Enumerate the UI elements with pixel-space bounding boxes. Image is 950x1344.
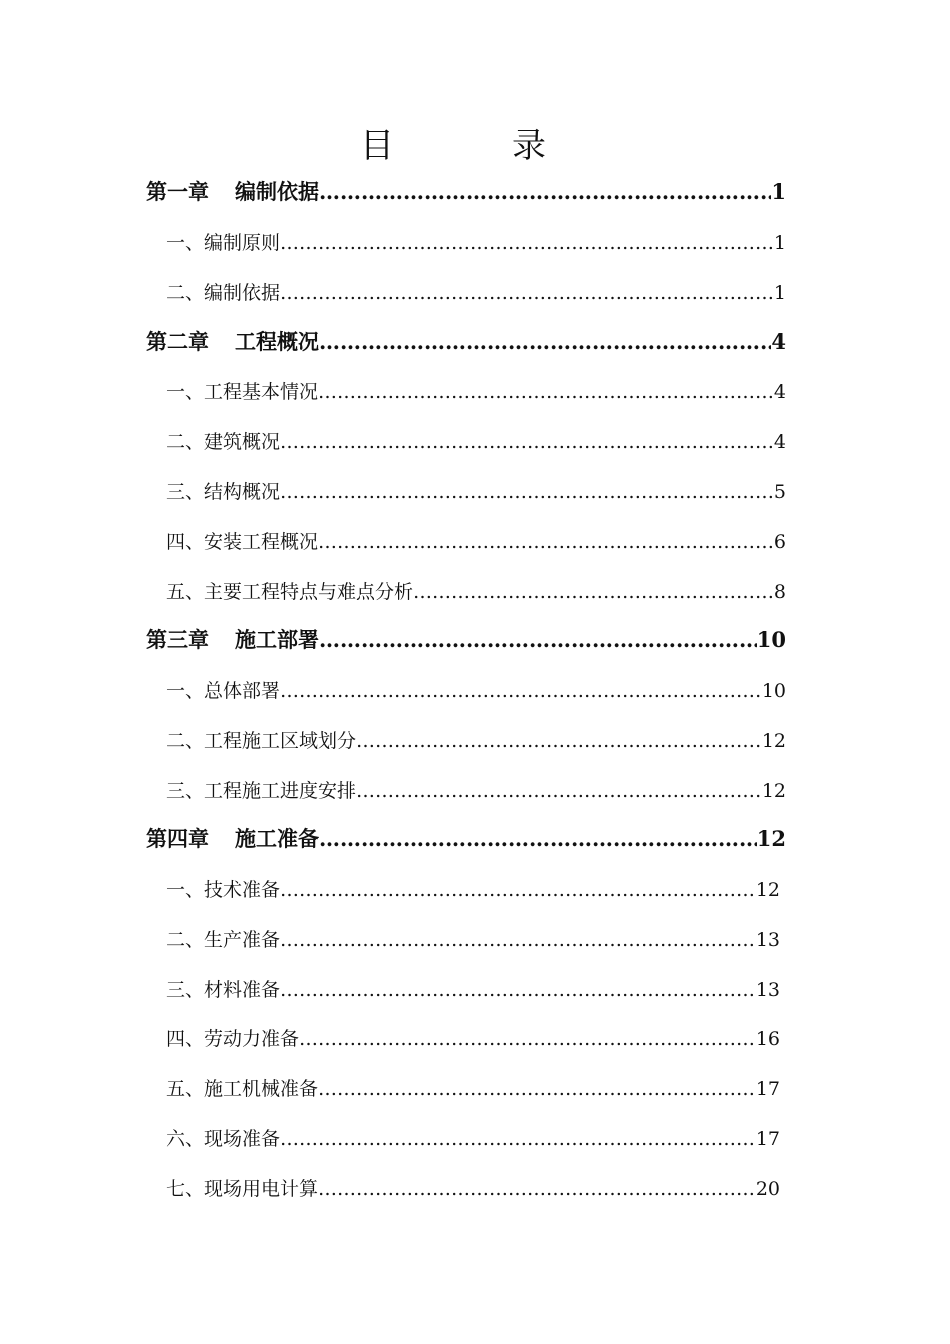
- dot-leader: [280, 481, 774, 503]
- dot-leader: [280, 979, 756, 1001]
- section-title: 五、主要工程特点与难点分析: [166, 581, 414, 603]
- page-number: 20: [755, 1178, 780, 1200]
- page-number: 6: [773, 531, 786, 553]
- page-number: 12: [755, 879, 780, 901]
- dot-leader: [319, 329, 771, 354]
- toc-chapter-2[interactable]: [146, 326, 786, 356]
- dot-leader: [280, 929, 756, 951]
- section-title: 三、材料准备: [166, 979, 281, 1001]
- toc-section-4-2[interactable]: [166, 925, 780, 952]
- page-number: 4: [773, 431, 786, 453]
- dot-leader: [280, 232, 774, 254]
- section-title: 六、现场准备: [166, 1128, 281, 1150]
- toc-section-2-2[interactable]: [166, 427, 786, 454]
- toc-chapter-3[interactable]: [146, 624, 786, 654]
- page-number: 12: [756, 826, 786, 851]
- page-number: 17: [755, 1078, 780, 1100]
- chapter-title: 工程概况: [235, 329, 319, 354]
- chapter-title: 施工部署: [235, 627, 319, 652]
- dot-leader: [299, 1028, 756, 1050]
- section-title: 四、劳动力准备: [166, 1028, 300, 1050]
- page-number: 5: [773, 481, 786, 503]
- section-title: 四、安装工程概况: [166, 531, 319, 553]
- page-number: 8: [773, 581, 786, 603]
- section-title: 一、技术准备: [166, 879, 281, 901]
- section-title: 三、结构概况: [166, 481, 281, 503]
- dot-leader: [318, 1078, 756, 1100]
- dot-leader: [319, 627, 757, 652]
- toc-section-3-3[interactable]: [166, 776, 786, 803]
- page-number: 16: [755, 1028, 780, 1050]
- page-number: 1: [771, 179, 786, 204]
- dot-leader: [319, 179, 771, 204]
- toc-section-3-2[interactable]: [166, 726, 786, 753]
- page-number: 17: [755, 1128, 780, 1150]
- toc-section-3-1[interactable]: [166, 676, 786, 703]
- dot-leader: [356, 780, 762, 802]
- chapter-number: 第二章: [146, 329, 209, 354]
- dot-leader: [280, 680, 762, 702]
- page-number: 1: [773, 282, 786, 304]
- dot-leader: [280, 431, 774, 453]
- toc-section-1-2[interactable]: [166, 278, 786, 305]
- toc-section-4-7[interactable]: [166, 1174, 780, 1201]
- toc-section-4-1[interactable]: [166, 875, 780, 902]
- section-title: 五、施工机械准备: [166, 1078, 319, 1100]
- toc-section-2-5[interactable]: [166, 577, 786, 604]
- chapter-number: 第一章: [146, 179, 209, 204]
- page-number: 4: [773, 381, 786, 403]
- section-title: 二、编制依据: [166, 282, 281, 304]
- toc-section-4-4[interactable]: [166, 1024, 780, 1051]
- page-number: 4: [771, 329, 786, 354]
- page-number: 1: [773, 232, 786, 254]
- section-title: 一、编制原则: [166, 232, 281, 254]
- dot-leader: [318, 381, 774, 403]
- page-number: 10: [761, 680, 786, 702]
- toc-section-4-3[interactable]: [166, 975, 780, 1002]
- dot-leader: [280, 282, 774, 304]
- section-title: 二、生产准备: [166, 929, 281, 951]
- section-title: 二、工程施工区域划分: [166, 730, 357, 752]
- toc-chapter-4[interactable]: [146, 823, 786, 853]
- toc-chapter-1[interactable]: [146, 176, 786, 206]
- chapter-number: 第四章: [146, 826, 209, 851]
- toc-section-1-1[interactable]: [166, 228, 786, 255]
- chapter-title: 施工准备: [235, 826, 319, 851]
- toc-title-char-1: 目: [360, 126, 394, 166]
- section-title: 三、工程施工进度安排: [166, 780, 357, 802]
- page-number: 12: [761, 730, 786, 752]
- page-number: 10: [756, 627, 786, 652]
- dot-leader: [413, 581, 774, 603]
- chapter-title: 编制依据: [235, 179, 319, 204]
- section-title: 七、现场用电计算: [166, 1178, 319, 1200]
- dot-leader: [318, 531, 774, 553]
- toc-section-2-3[interactable]: [166, 477, 786, 504]
- dot-leader: [318, 1178, 756, 1200]
- toc-title-char-2: 录: [512, 126, 546, 166]
- page-number: 12: [761, 780, 786, 802]
- dot-leader: [319, 826, 757, 851]
- chapter-number: 第三章: [146, 627, 209, 652]
- dot-leader: [356, 730, 762, 752]
- toc-section-4-5[interactable]: [166, 1074, 780, 1101]
- toc-section-4-6[interactable]: [166, 1124, 780, 1151]
- toc-section-2-4[interactable]: [166, 527, 786, 554]
- dot-leader: [280, 1128, 756, 1150]
- toc-section-2-1[interactable]: [166, 377, 786, 404]
- page-number: 13: [755, 979, 780, 1001]
- dot-leader: [280, 879, 756, 901]
- section-title: 一、总体部署: [166, 680, 281, 702]
- section-title: 一、工程基本情况: [166, 381, 319, 403]
- page-number: 13: [755, 929, 780, 951]
- section-title: 二、建筑概况: [166, 431, 281, 453]
